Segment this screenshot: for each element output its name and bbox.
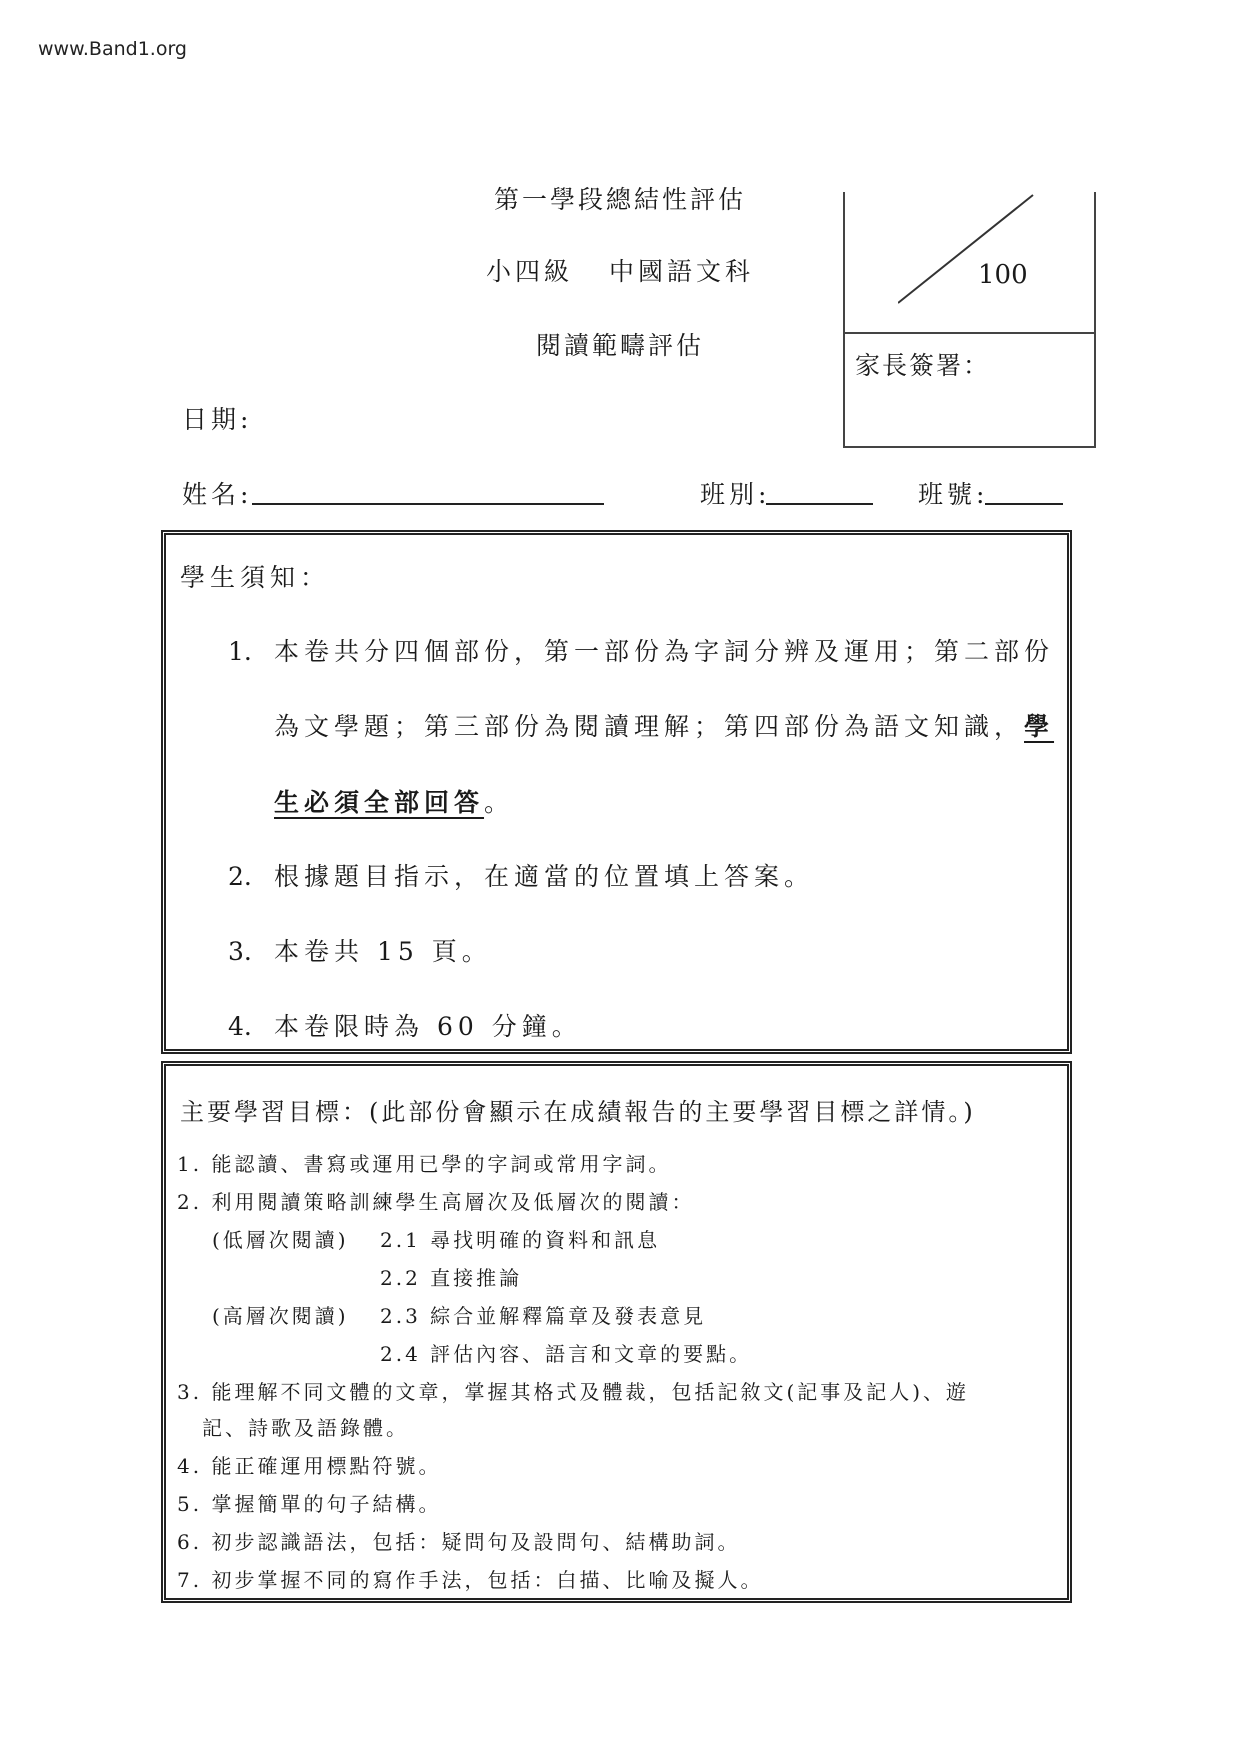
objective-2-1 (212, 1224, 660, 1253)
notice-num: 1. (228, 637, 252, 666)
objective-3: 3. 能理解不同文體的文章，掌握其格式及體裁，包括記敘文(記事及記人)、遊 (177, 1380, 970, 1404)
watermark: www.Band1.org (38, 38, 187, 60)
notice-item-2 (228, 857, 814, 893)
grade-subject (420, 252, 820, 288)
objective-6: 6. 初步認識語法，包括：疑問句及設問句、結構助詞。 (177, 1530, 741, 1554)
notice-item-1-line-3 (274, 783, 514, 819)
notice-emphasis: 學 (1024, 712, 1055, 741)
notice-emphasis: 生必須全部回答 (274, 788, 485, 817)
assessment-title: 第一學段總結性評估 (493, 185, 746, 214)
notice-item-3 (228, 932, 492, 968)
objectives-title: 主要學習目標：(此部份會顯示在成績報告的主要學習目標之詳情。) (180, 1098, 976, 1126)
notice-num: 4. (228, 1012, 252, 1041)
score-slash (898, 193, 1088, 308)
notice-text: 本卷共 15 頁。 (274, 937, 492, 966)
notice-text: 根據題目指示，在適當的位置填上答案。 (274, 862, 815, 891)
notice-text: 本卷共分四個部份，第一部份為字詞分辨及運用；第二部份 (274, 637, 1055, 666)
notice-title: 學生須知： (180, 563, 331, 592)
notice-item-1 (228, 632, 1054, 668)
name-field[interactable] (252, 503, 604, 505)
low-level-tag: (低層次閱讀) (212, 1228, 349, 1252)
notice-num: 3. (228, 937, 252, 966)
class-label: 班別: (700, 480, 771, 509)
sub-objective: 2.3 綜合並解釋篇章及發表意見 (380, 1304, 707, 1328)
class-number-field[interactable] (985, 503, 1063, 505)
notice-num: 2. (228, 862, 252, 891)
grade-label: 小四級 (485, 257, 573, 286)
notice-item-4 (228, 1007, 582, 1043)
objectives-box (161, 1061, 1072, 1603)
high-level-tag: (高層次閱讀) (212, 1304, 349, 1328)
class-field[interactable] (766, 503, 873, 505)
subject-label: 中國語文科 (609, 257, 755, 286)
class-number-label: 班號: (918, 480, 989, 509)
objective-2-4: 2.4 評估內容、語言和文章的要點。 (380, 1342, 753, 1366)
objective-2-2: 2.2 直接推論 (380, 1266, 523, 1290)
sub-objective: 2.1 尋找明確的資料和訊息 (380, 1228, 661, 1252)
notice-text: 。 (484, 788, 515, 817)
date-label: 日期: (182, 405, 253, 434)
objective-3-cont: 記、詩歌及語錄體。 (202, 1416, 409, 1440)
score-total: 100 (978, 260, 1028, 290)
notice-item-1-line-2 (274, 707, 1054, 743)
objective-5: 5. 掌握簡單的句子結構。 (177, 1492, 442, 1516)
paper-title: 閱讀範疇評估 (535, 331, 704, 360)
parent-signature-label: 家長簽署： (855, 351, 991, 380)
name-label: 姓名: (182, 480, 253, 509)
objective-1: 1. 能認讀、書寫或運用已學的字詞或常用字詞。 (177, 1152, 672, 1176)
objective-2: 2. 利用閱讀策略訓練學生高層次及低層次的閱讀： (177, 1190, 695, 1214)
objective-4: 4. 能正確運用標點符號。 (177, 1454, 442, 1478)
objective-2-3 (212, 1300, 706, 1329)
objective-7: 7. 初步掌握不同的寫作手法，包括：白描、比喻及擬人。 (177, 1568, 764, 1592)
score-box-divider (843, 332, 1094, 334)
notice-text: 本卷限時為 60 分鐘。 (274, 1012, 582, 1041)
notice-text: 為文學題；第三部份為閱讀理解；第四部份為語文知識， (274, 712, 1025, 741)
